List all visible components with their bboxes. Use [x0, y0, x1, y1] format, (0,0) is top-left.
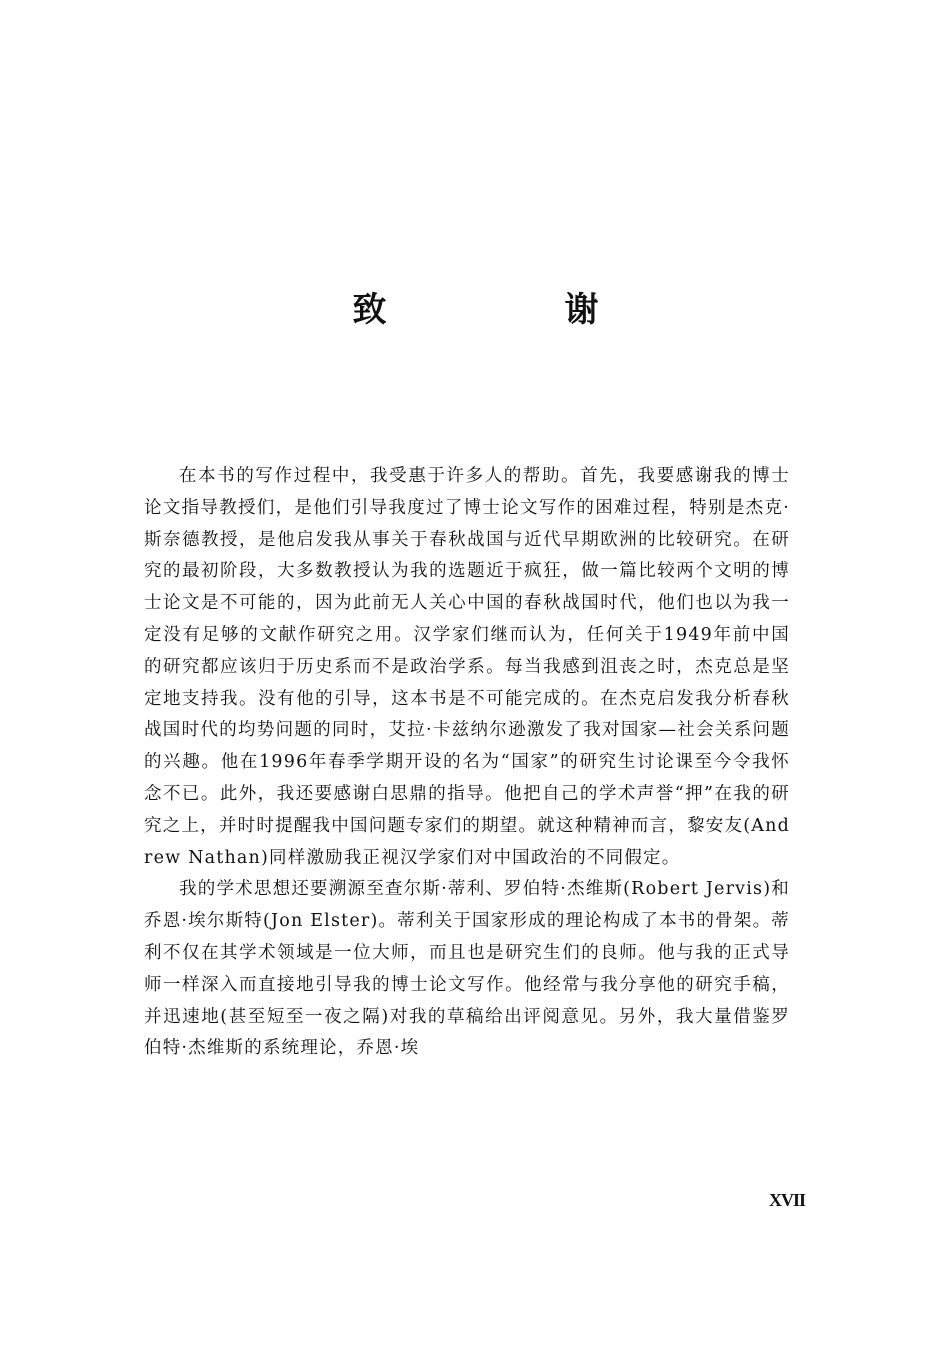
paragraph: 我的学术思想还要溯源至查尔斯·蒂利、罗伯特·杰维斯(Robert Jervis)和乔恩·埃尔斯特(Jon Elster)。蒂利关于国家形成的理论构成了本书的骨架。蒂利不仅在其学术领域是一位大师，而且也是研究生们的良师。他与我的正式导师一样深入而直接地引导我的博士论文写作。他经常与我分享他的研究手稿，并迅速地(甚至短至一夜之隔)对我的草稿给出评阅意见。另外，我大量借鉴罗伯特·杰维斯的系统理论，乔恩·埃: [144, 879, 790, 1059]
paragraph: 在本书的写作过程中，我受惠于许多人的帮助。首先，我要感谢我的博士论文指导教授们，是他们引导我度过了博士论文写作的困难过程，特别是杰克·斯奈德教授，是他启发我从事关于春秋战国与近代早期欧洲的比较研究。在研究的最初阶段，大多数教授认为我的选题近于疯狂，做一篇比较两个文明的博士论文是不可能的，因为此前无人关心中国的春秋战国时代，他们也以为我一定没有足够的文献作研究之用。汉学家们继而认为，任何关于1949年前中国的研究都应该归于历史系而不是政治学系。每当我感到沮丧之时，杰克总是坚定地支持我。没有他的引导，这本书是不可能完成的。在杰克启发我分析春秋战国时代的均势问题的同时，艾拉·卡兹纳尔逊激发了我对国家—社会关系问题的兴趣。他在1996年春季学期开设的名为“国家”的研究生讨论课至今令我怀念不已。此外，我还要感谢白思鼎的指导。他把自己的学术声誉“押”在我的研究之上，并时时提醒我中国问题专家们的期望。就这种精神而言，黎安友(Andrew Nathan)同样激励我正视汉学家们对中国政治的不同假定。: [144, 466, 790, 868]
page-number: XVII: [769, 1190, 806, 1210]
body-text: [144, 461, 790, 1065]
page-title: 致 谢: [352, 290, 671, 330]
